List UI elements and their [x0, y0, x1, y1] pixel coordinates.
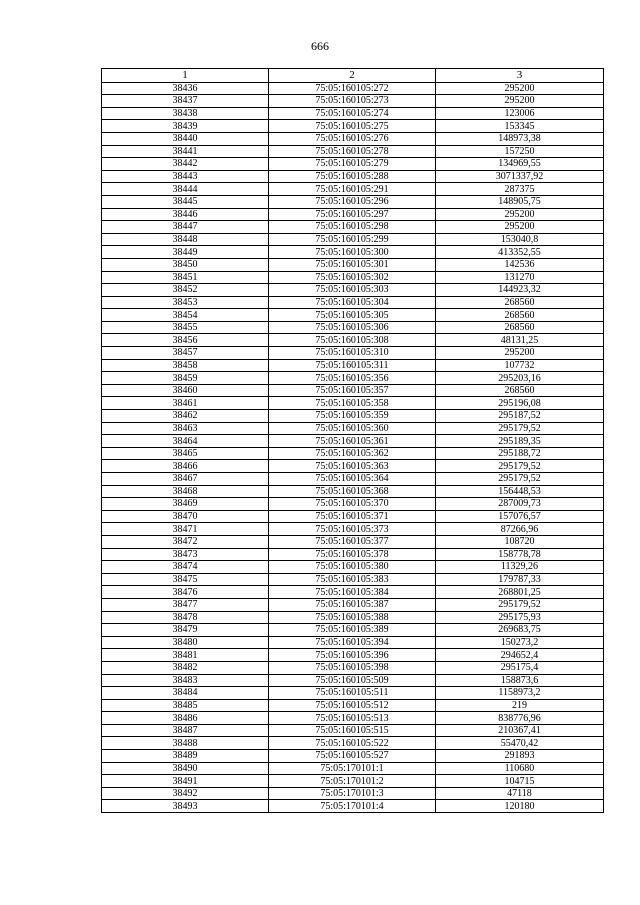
row-number-cell: 38468 — [102, 485, 269, 498]
row-number-cell: 38453 — [102, 296, 269, 309]
value-cell: 287009,73 — [436, 498, 604, 511]
value-cell: 295200 — [436, 347, 604, 360]
value-cell: 87266,96 — [436, 523, 604, 536]
table-header-row — [102, 69, 604, 83]
value-cell: 269683,75 — [436, 624, 604, 637]
row-number-cell: 38478 — [102, 611, 269, 624]
cadastral-number-cell: 75:05:160105:273 — [269, 95, 436, 108]
row-number-cell: 38470 — [102, 510, 269, 523]
row-number-cell: 38491 — [102, 775, 269, 788]
row-number-cell: 38472 — [102, 535, 269, 548]
value-cell: 110680 — [436, 762, 604, 775]
cadastral-number-cell: 75:05:160105:368 — [269, 485, 436, 498]
row-number-cell: 38484 — [102, 687, 269, 700]
row-number-cell: 38465 — [102, 447, 269, 460]
cadastral-number-cell: 75:05:160105:362 — [269, 447, 436, 460]
cadastral-number-cell: 75:05:160105:384 — [269, 586, 436, 599]
table-row — [102, 145, 604, 158]
row-number-cell: 38448 — [102, 233, 269, 246]
cadastral-number-cell: 75:05:160105:302 — [269, 271, 436, 284]
value-cell: 295179,52 — [436, 473, 604, 486]
row-number-cell: 38442 — [102, 158, 269, 171]
value-cell: 104715 — [436, 775, 604, 788]
row-number-cell: 38466 — [102, 460, 269, 473]
value-cell: 268801,25 — [436, 586, 604, 599]
value-cell: 148973,38 — [436, 132, 604, 145]
row-number-cell: 38475 — [102, 573, 269, 586]
table-row — [102, 661, 604, 674]
row-number-cell: 38457 — [102, 347, 269, 360]
row-number-cell: 38464 — [102, 435, 269, 448]
cadastral-number-cell: 75:05:160105:398 — [269, 661, 436, 674]
value-cell: 11329,26 — [436, 561, 604, 574]
table-row — [102, 258, 604, 271]
cadastral-number-cell: 75:05:160105:306 — [269, 321, 436, 334]
row-number-cell: 38471 — [102, 523, 269, 536]
table-row — [102, 359, 604, 372]
row-number-cell: 38479 — [102, 624, 269, 637]
cadastral-number-cell: 75:05:160105:308 — [269, 334, 436, 347]
table-row — [102, 561, 604, 574]
table-row — [102, 460, 604, 473]
value-cell: 268560 — [436, 309, 604, 322]
table-row — [102, 649, 604, 662]
table-row — [102, 132, 604, 145]
cadastral-number-cell: 75:05:160105:511 — [269, 687, 436, 700]
table-row — [102, 699, 604, 712]
value-cell: 3071337,92 — [436, 170, 604, 183]
cadastral-number-cell: 75:05:160105:299 — [269, 233, 436, 246]
value-cell: 295189,35 — [436, 435, 604, 448]
cadastral-number-cell: 75:05:160105:515 — [269, 724, 436, 737]
value-cell: 295196,08 — [436, 397, 604, 410]
table-row — [102, 170, 604, 183]
value-cell: 107732 — [436, 359, 604, 372]
row-number-cell: 38447 — [102, 221, 269, 234]
row-number-cell: 38487 — [102, 724, 269, 737]
cadastral-number-cell: 75:05:160105:509 — [269, 674, 436, 687]
table-row — [102, 221, 604, 234]
value-cell: 291893 — [436, 750, 604, 763]
cadastral-number-cell: 75:05:160105:388 — [269, 611, 436, 624]
cadastral-number-cell: 75:05:160105:272 — [269, 82, 436, 95]
row-number-cell: 38439 — [102, 120, 269, 133]
table-row — [102, 347, 604, 360]
value-cell: 295175,4 — [436, 661, 604, 674]
cadastral-number-cell: 75:05:160105:357 — [269, 384, 436, 397]
value-cell: 838776,96 — [436, 712, 604, 725]
value-cell: 295200 — [436, 221, 604, 234]
cadastral-number-cell: 75:05:170101:3 — [269, 787, 436, 800]
cadastral-number-cell: 75:05:160105:298 — [269, 221, 436, 234]
table-row — [102, 82, 604, 95]
table-row — [102, 687, 604, 700]
row-number-cell: 38456 — [102, 334, 269, 347]
table-row — [102, 624, 604, 637]
value-cell: 153345 — [436, 120, 604, 133]
row-number-cell: 38445 — [102, 195, 269, 208]
row-number-cell: 38483 — [102, 674, 269, 687]
row-number-cell: 38452 — [102, 284, 269, 297]
value-cell: 295187,52 — [436, 410, 604, 423]
value-cell: 157076,57 — [436, 510, 604, 523]
table-row — [102, 183, 604, 196]
row-number-cell: 38458 — [102, 359, 269, 372]
table-row — [102, 510, 604, 523]
value-cell: 157250 — [436, 145, 604, 158]
value-cell: 108720 — [436, 535, 604, 548]
table-row — [102, 296, 604, 309]
table-row — [102, 435, 604, 448]
value-cell: 148905,75 — [436, 195, 604, 208]
value-cell: 268560 — [436, 384, 604, 397]
row-number-cell: 38490 — [102, 762, 269, 775]
cadastral-number-cell: 75:05:160105:378 — [269, 548, 436, 561]
value-cell: 295200 — [436, 95, 604, 108]
table-body — [102, 82, 604, 812]
table-row — [102, 473, 604, 486]
cadastral-number-cell: 75:05:160105:371 — [269, 510, 436, 523]
row-number-cell: 38473 — [102, 548, 269, 561]
cadastral-number-cell: 75:05:160105:311 — [269, 359, 436, 372]
table-row — [102, 107, 604, 120]
table-row — [102, 586, 604, 599]
row-number-cell: 38462 — [102, 410, 269, 423]
table-row — [102, 271, 604, 284]
cadastral-number-cell: 75:05:170101:2 — [269, 775, 436, 788]
value-cell: 123006 — [436, 107, 604, 120]
value-cell: 219 — [436, 699, 604, 712]
cadastral-number-cell: 75:05:160105:513 — [269, 712, 436, 725]
value-cell: 295179,52 — [436, 460, 604, 473]
row-number-cell: 38450 — [102, 258, 269, 271]
row-number-cell: 38477 — [102, 598, 269, 611]
row-number-cell: 38451 — [102, 271, 269, 284]
cadastral-number-cell: 75:05:160105:389 — [269, 624, 436, 637]
table-row — [102, 535, 604, 548]
cadastral-number-cell: 75:05:170101:1 — [269, 762, 436, 775]
row-number-cell: 38481 — [102, 649, 269, 662]
row-number-cell: 38485 — [102, 699, 269, 712]
table-row — [102, 800, 604, 813]
column-header-1: 1 — [102, 69, 269, 83]
value-cell: 295188,72 — [436, 447, 604, 460]
table-row — [102, 284, 604, 297]
table-row — [102, 724, 604, 737]
cadastral-number-cell: 75:05:160105:370 — [269, 498, 436, 511]
row-number-cell: 38441 — [102, 145, 269, 158]
table-row — [102, 233, 604, 246]
cadastral-number-cell: 75:05:160105:304 — [269, 296, 436, 309]
value-cell: 134969,55 — [436, 158, 604, 171]
cadastral-number-cell: 75:05:160105:310 — [269, 347, 436, 360]
cadastral-number-cell: 75:05:160105:305 — [269, 309, 436, 322]
cadastral-number-cell: 75:05:160105:356 — [269, 372, 436, 385]
table-row — [102, 611, 604, 624]
cadastral-number-cell: 75:05:160105:363 — [269, 460, 436, 473]
table-row — [102, 422, 604, 435]
cadastral-number-cell: 75:05:160105:394 — [269, 636, 436, 649]
row-number-cell: 38438 — [102, 107, 269, 120]
cadastral-number-cell: 75:05:160105:296 — [269, 195, 436, 208]
table-row — [102, 750, 604, 763]
row-number-cell: 38474 — [102, 561, 269, 574]
value-cell: 295179,52 — [436, 422, 604, 435]
cadastral-number-cell: 75:05:160105:522 — [269, 737, 436, 750]
cadastral-number-cell: 75:05:160105:383 — [269, 573, 436, 586]
table-row — [102, 334, 604, 347]
table-row — [102, 120, 604, 133]
cadastral-number-cell: 75:05:160105:275 — [269, 120, 436, 133]
row-number-cell: 38482 — [102, 661, 269, 674]
table-row — [102, 598, 604, 611]
table-row — [102, 523, 604, 536]
table-row — [102, 384, 604, 397]
table-row — [102, 95, 604, 108]
row-number-cell: 38459 — [102, 372, 269, 385]
value-cell: 268560 — [436, 296, 604, 309]
cadastral-number-cell: 75:05:160105:276 — [269, 132, 436, 145]
row-number-cell: 38480 — [102, 636, 269, 649]
cadastral-number-cell: 75:05:160105:373 — [269, 523, 436, 536]
table-row — [102, 674, 604, 687]
table-row — [102, 762, 604, 775]
table-row — [102, 208, 604, 221]
table-row — [102, 498, 604, 511]
row-number-cell: 38455 — [102, 321, 269, 334]
row-number-cell: 38486 — [102, 712, 269, 725]
value-cell: 1158973,2 — [436, 687, 604, 700]
table-row — [102, 195, 604, 208]
cadastral-number-cell: 75:05:160105:288 — [269, 170, 436, 183]
row-number-cell: 38469 — [102, 498, 269, 511]
cadastral-number-cell: 75:05:160105:387 — [269, 598, 436, 611]
cadastral-number-cell: 75:05:160105:360 — [269, 422, 436, 435]
row-number-cell: 38489 — [102, 750, 269, 763]
cadastral-number-cell: 75:05:160105:359 — [269, 410, 436, 423]
value-cell: 120180 — [436, 800, 604, 813]
value-cell: 413352,55 — [436, 246, 604, 259]
row-number-cell: 38476 — [102, 586, 269, 599]
value-cell: 287375 — [436, 183, 604, 196]
table-row — [102, 712, 604, 725]
table-row — [102, 372, 604, 385]
value-cell: 142536 — [436, 258, 604, 271]
table-row — [102, 246, 604, 259]
value-cell: 153040,8 — [436, 233, 604, 246]
value-cell: 268560 — [436, 321, 604, 334]
value-cell: 295175,93 — [436, 611, 604, 624]
cadastral-number-cell: 75:05:160105:512 — [269, 699, 436, 712]
page-number: 666 — [311, 39, 329, 53]
cadastral-number-cell: 75:05:160105:274 — [269, 107, 436, 120]
value-cell: 131270 — [436, 271, 604, 284]
cadastral-number-cell: 75:05:160105:279 — [269, 158, 436, 171]
value-cell: 48131,25 — [436, 334, 604, 347]
row-number-cell: 38488 — [102, 737, 269, 750]
cadastral-number-cell: 75:05:160105:358 — [269, 397, 436, 410]
row-number-cell: 38467 — [102, 473, 269, 486]
row-number-cell: 38436 — [102, 82, 269, 95]
value-cell: 179787,33 — [436, 573, 604, 586]
table-row — [102, 548, 604, 561]
table-row — [102, 447, 604, 460]
row-number-cell: 38449 — [102, 246, 269, 259]
table-row — [102, 737, 604, 750]
row-number-cell: 38446 — [102, 208, 269, 221]
value-cell: 156448,53 — [436, 485, 604, 498]
row-number-cell: 38460 — [102, 384, 269, 397]
cadastral-number-cell: 75:05:160105:297 — [269, 208, 436, 221]
cadastral-number-cell: 75:05:170101:4 — [269, 800, 436, 813]
row-number-cell: 38443 — [102, 170, 269, 183]
value-cell: 144923,32 — [436, 284, 604, 297]
cadastral-number-cell: 75:05:160105:303 — [269, 284, 436, 297]
cadastral-number-cell: 75:05:160105:361 — [269, 435, 436, 448]
row-number-cell: 38454 — [102, 309, 269, 322]
table-row — [102, 636, 604, 649]
data-table — [101, 68, 604, 813]
table-row — [102, 158, 604, 171]
value-cell: 47118 — [436, 787, 604, 800]
row-number-cell: 38492 — [102, 787, 269, 800]
row-number-cell: 38461 — [102, 397, 269, 410]
value-cell: 150273,2 — [436, 636, 604, 649]
column-header-3: 3 — [436, 69, 604, 83]
row-number-cell: 38437 — [102, 95, 269, 108]
table-row — [102, 321, 604, 334]
cadastral-number-cell: 75:05:160105:278 — [269, 145, 436, 158]
cadastral-number-cell: 75:05:160105:300 — [269, 246, 436, 259]
cadastral-number-cell: 75:05:160105:301 — [269, 258, 436, 271]
value-cell: 295200 — [436, 208, 604, 221]
cadastral-number-cell: 75:05:160105:291 — [269, 183, 436, 196]
value-cell: 295179,52 — [436, 598, 604, 611]
table-row — [102, 573, 604, 586]
row-number-cell: 38493 — [102, 800, 269, 813]
value-cell: 295203,16 — [436, 372, 604, 385]
value-cell: 294652,4 — [436, 649, 604, 662]
cadastral-number-cell: 75:05:160105:380 — [269, 561, 436, 574]
table-row — [102, 485, 604, 498]
row-number-cell: 38463 — [102, 422, 269, 435]
table-row — [102, 397, 604, 410]
value-cell: 158778,78 — [436, 548, 604, 561]
row-number-cell: 38444 — [102, 183, 269, 196]
value-cell: 55470,42 — [436, 737, 604, 750]
table-row — [102, 775, 604, 788]
table-row — [102, 309, 604, 322]
column-header-2: 2 — [269, 69, 436, 83]
value-cell: 295200 — [436, 82, 604, 95]
row-number-cell: 38440 — [102, 132, 269, 145]
value-cell: 158873,6 — [436, 674, 604, 687]
cadastral-number-cell: 75:05:160105:377 — [269, 535, 436, 548]
cadastral-number-cell: 75:05:160105:364 — [269, 473, 436, 486]
table-row — [102, 410, 604, 423]
cadastral-number-cell: 75:05:160105:396 — [269, 649, 436, 662]
cadastral-number-cell: 75:05:160105:527 — [269, 750, 436, 763]
table-row — [102, 787, 604, 800]
value-cell: 210367,41 — [436, 724, 604, 737]
